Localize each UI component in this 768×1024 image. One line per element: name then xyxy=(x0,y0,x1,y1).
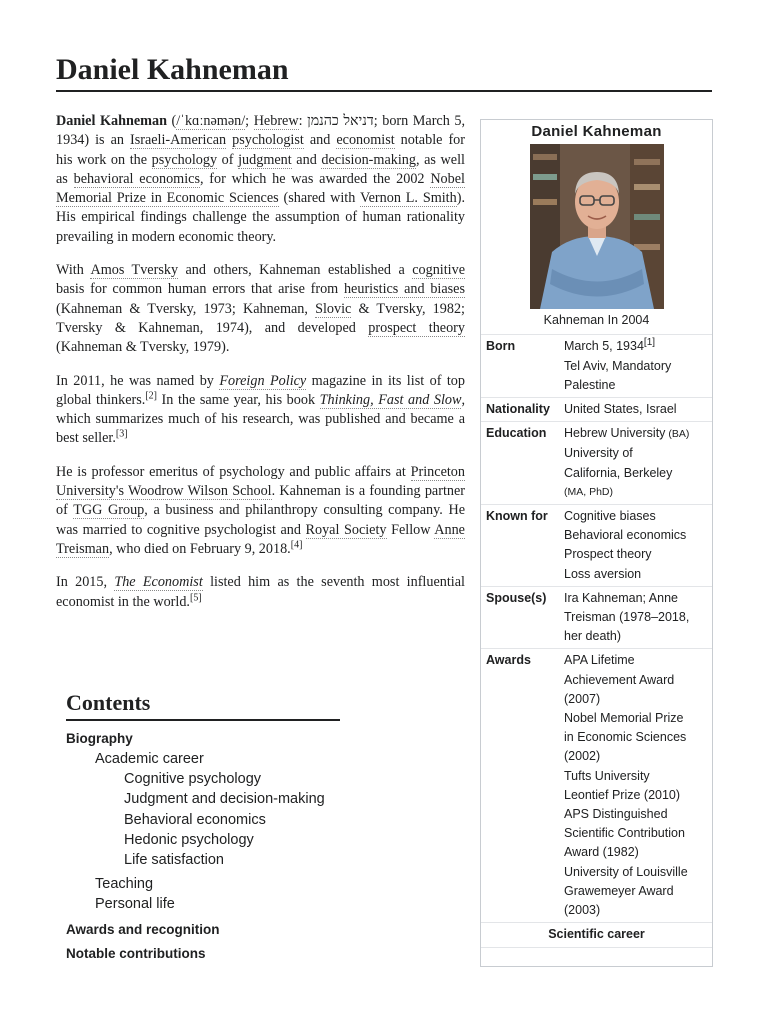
ref-5[interactable]: [5] xyxy=(189,591,202,603)
text: With xyxy=(56,262,91,279)
nationality-value: United States, Israel xyxy=(564,402,677,417)
toc-title: Contents xyxy=(66,688,340,721)
spouse-value xyxy=(564,589,712,647)
award-line: Award (1982) xyxy=(564,845,639,860)
toc-item-notable-contributions[interactable]: Notable contributions xyxy=(66,946,206,962)
paragraph-princeton xyxy=(56,463,465,559)
the-economist-link[interactable] xyxy=(114,574,202,591)
born-place-line: Palestine xyxy=(564,377,616,392)
psychology-link[interactable]: psychology xyxy=(151,151,218,168)
text: , for which he was awarded the 2002 xyxy=(199,170,431,187)
born-date xyxy=(564,337,708,356)
education-value xyxy=(564,424,712,502)
text: ; born March 5, 1934) is an xyxy=(56,113,466,149)
scientific-career-header: Scientific career xyxy=(481,922,712,946)
paragraph-2015 xyxy=(56,573,465,612)
text: , a business and philanthropy consulting company. He was married to cognitive psychologist and xyxy=(56,502,466,538)
table-of-contents xyxy=(66,688,356,964)
toc-item-behavioral-economics[interactable]: Behavioral economics xyxy=(124,811,266,828)
infobox-row-nationality xyxy=(481,397,712,421)
text: ). His empirical findings challenge the assumption of human rationality prevailing in modern economic theory. xyxy=(56,190,466,245)
photo-caption: Kahneman In 2004 xyxy=(543,313,650,328)
award-line: in Economic Sciences xyxy=(564,730,687,745)
known-for-item: Loss aversion xyxy=(564,566,642,581)
paragraph-tversky xyxy=(56,261,465,357)
text: (shared with xyxy=(278,190,360,207)
portrait-photo[interactable] xyxy=(530,144,664,309)
awards-label: Awards xyxy=(486,653,531,668)
portrait-image xyxy=(530,144,664,309)
text: Fellow xyxy=(386,521,435,538)
award-line: Tufts University xyxy=(564,768,650,783)
infobox-empty-row xyxy=(481,947,712,966)
text: and xyxy=(291,151,322,168)
infobox-title: Daniel Kahneman xyxy=(531,123,662,140)
text: March 5, 1934 xyxy=(564,339,644,354)
award-line: Nobel Memorial Prize xyxy=(564,711,684,726)
toc-item-cognitive-psychology[interactable]: Cognitive psychology xyxy=(124,771,262,787)
spouse-label: Spouse(s) xyxy=(486,590,547,605)
text: . Kahneman is a founding partner of xyxy=(56,483,465,519)
education-line: California, Berkeley xyxy=(564,465,673,480)
spouse-line: Ira Kahneman; Anne xyxy=(564,590,678,605)
award-line: (2007) xyxy=(564,691,601,706)
award-line: APA Lifetime xyxy=(564,653,635,668)
awards-value xyxy=(564,651,712,920)
hebrew-name: דניאל כהנמן xyxy=(307,113,374,129)
toc-item-academic-career[interactable]: Academic career xyxy=(95,751,204,767)
subject-name: Daniel Kahneman xyxy=(56,113,167,129)
prospect-theory-link[interactable]: prospect theory xyxy=(368,319,465,336)
award-line: University of Louisville xyxy=(564,864,688,879)
infobox-row-born xyxy=(481,334,712,397)
education-line: University of xyxy=(564,446,633,461)
page-title: Daniel Kahneman xyxy=(56,52,712,92)
ref-2[interactable]: [2] xyxy=(145,390,157,402)
text: magazine in its list of top global thinkers. xyxy=(56,372,465,408)
paragraph-intro xyxy=(56,112,465,247)
infobox-row-awards xyxy=(481,648,712,922)
royal-society-link[interactable]: Royal Society xyxy=(305,521,387,538)
text: In the same year, his book xyxy=(156,391,320,408)
toc-item-teaching[interactable]: Teaching xyxy=(95,876,154,893)
princeton-link[interactable]: Princeton University's Woodrow Wilson School xyxy=(56,463,465,500)
born-place-line: Tel Aviv, Mandatory xyxy=(564,358,672,373)
text: Thinking, Fast and Slow xyxy=(319,391,462,408)
ref-1[interactable]: [1] xyxy=(643,337,656,349)
slovic-link[interactable]: Slovic xyxy=(315,300,352,317)
infobox-row-spouse xyxy=(481,586,712,649)
text: Foreign Policy xyxy=(219,372,307,389)
text: and others, Kahneman established a xyxy=(178,262,413,279)
infobox-row-known-for xyxy=(481,504,712,586)
paragraph-2011 xyxy=(56,372,465,449)
award-line: Grawemeyer Award xyxy=(564,883,674,898)
spouse-line: her death) xyxy=(564,629,621,644)
hebrew-link[interactable]: Hebrew xyxy=(253,113,299,129)
education-label: Education xyxy=(486,426,547,441)
text: , which summarizes much of his research, was published and became a best seller. xyxy=(56,391,466,447)
toc-item-biography[interactable]: Biography xyxy=(66,731,133,746)
known-for-item: Prospect theory xyxy=(564,547,652,562)
text: (BA) xyxy=(665,428,690,441)
text: He is professor emeritus of psychology and public affairs at xyxy=(56,463,411,480)
award-line: APS Distinguished xyxy=(564,807,668,822)
text: The Economist xyxy=(114,574,203,591)
known-for-label: Known for xyxy=(486,509,548,524)
text: basis for common human errors that arise from xyxy=(56,281,344,298)
text: Hebrew University xyxy=(564,426,666,441)
spouse-line: Treisman (1978–2018, xyxy=(564,610,690,625)
toc-item-awards[interactable]: Awards and recognition xyxy=(66,922,220,938)
israeli-american-link[interactable]: Israeli-American xyxy=(129,132,227,149)
text: (Kahneman & Tversky, 1979). xyxy=(56,339,230,356)
born-value xyxy=(564,337,712,395)
ipa-link[interactable]: /ˈkɑːnəmən/ xyxy=(176,113,246,129)
known-for-item: Cognitive biases xyxy=(564,509,656,524)
text: & Tversky, 1982; Tversky & Kahneman, 1974), and developed xyxy=(56,300,465,336)
vernon-smith-link[interactable]: Vernon L. Smith xyxy=(359,190,457,207)
ref-3[interactable]: [3] xyxy=(115,428,128,440)
born-label: Born xyxy=(486,339,516,354)
award-line: (2003) xyxy=(564,903,601,918)
infobox-row-education xyxy=(481,421,712,504)
judgment-link[interactable]: judgment xyxy=(238,151,292,168)
toc-item-judgment[interactable]: Judgment and decision-making xyxy=(124,791,325,808)
foreign-policy-link[interactable] xyxy=(219,373,306,390)
text: In 2015, xyxy=(56,574,115,591)
known-for-item: Behavioral economics xyxy=(564,528,687,543)
text: ; xyxy=(245,113,254,129)
anne-treisman-link[interactable]: Anne Treisman xyxy=(56,521,465,557)
text: and xyxy=(303,132,337,149)
nationality-label: Nationality xyxy=(486,402,550,417)
award-line: Scientific Contribution xyxy=(564,826,685,841)
cognitive-link[interactable]: cognitive xyxy=(412,262,465,279)
text: notable for his work on the xyxy=(56,132,465,168)
award-line: Achievement Award xyxy=(564,672,675,687)
behavioral-economics-link[interactable]: behavioral economics xyxy=(73,170,200,187)
text: (Kahneman & Tversky, 1973; Kahneman, xyxy=(56,300,316,317)
text: listed him as the seventh most influential economist in the world. xyxy=(56,574,465,610)
psychologist-link[interactable]: psychologist xyxy=(232,132,304,149)
toc-item-hedonic-psychology[interactable]: Hedonic psychology xyxy=(124,831,254,848)
infobox xyxy=(480,119,713,967)
award-line: Leontief Prize (2010) xyxy=(564,787,681,802)
text: of xyxy=(217,151,239,168)
toc-item-personal-life[interactable]: Personal life xyxy=(95,896,175,913)
text: : xyxy=(298,113,308,129)
text: , as well as xyxy=(56,151,465,187)
award-line: (2002) xyxy=(564,749,601,764)
education-line xyxy=(564,424,708,444)
ref-4[interactable]: [4] xyxy=(290,539,303,551)
education-degree: (MA, PhD) xyxy=(564,485,614,498)
book-link[interactable] xyxy=(320,392,462,409)
known-for-value xyxy=(564,507,712,584)
heuristics-link[interactable]: heuristics and biases xyxy=(343,281,465,298)
text: ( xyxy=(166,113,177,129)
text: In 2011, he was named by xyxy=(56,372,220,389)
toc-item-life-satisfaction[interactable]: Life satisfaction xyxy=(124,852,224,869)
text: , who died on February 9, 2018. xyxy=(109,540,291,557)
tgg-group-link[interactable]: TGG Group xyxy=(73,502,145,519)
amos-tversky-link[interactable]: Amos Tversky xyxy=(90,262,179,279)
economist-link[interactable]: economist xyxy=(336,132,395,149)
article-body xyxy=(56,112,465,626)
nobel-prize-link[interactable]: Nobel Memorial Prize in Economic Sciences xyxy=(56,170,465,207)
decision-making-link[interactable]: decision-making xyxy=(321,151,416,168)
